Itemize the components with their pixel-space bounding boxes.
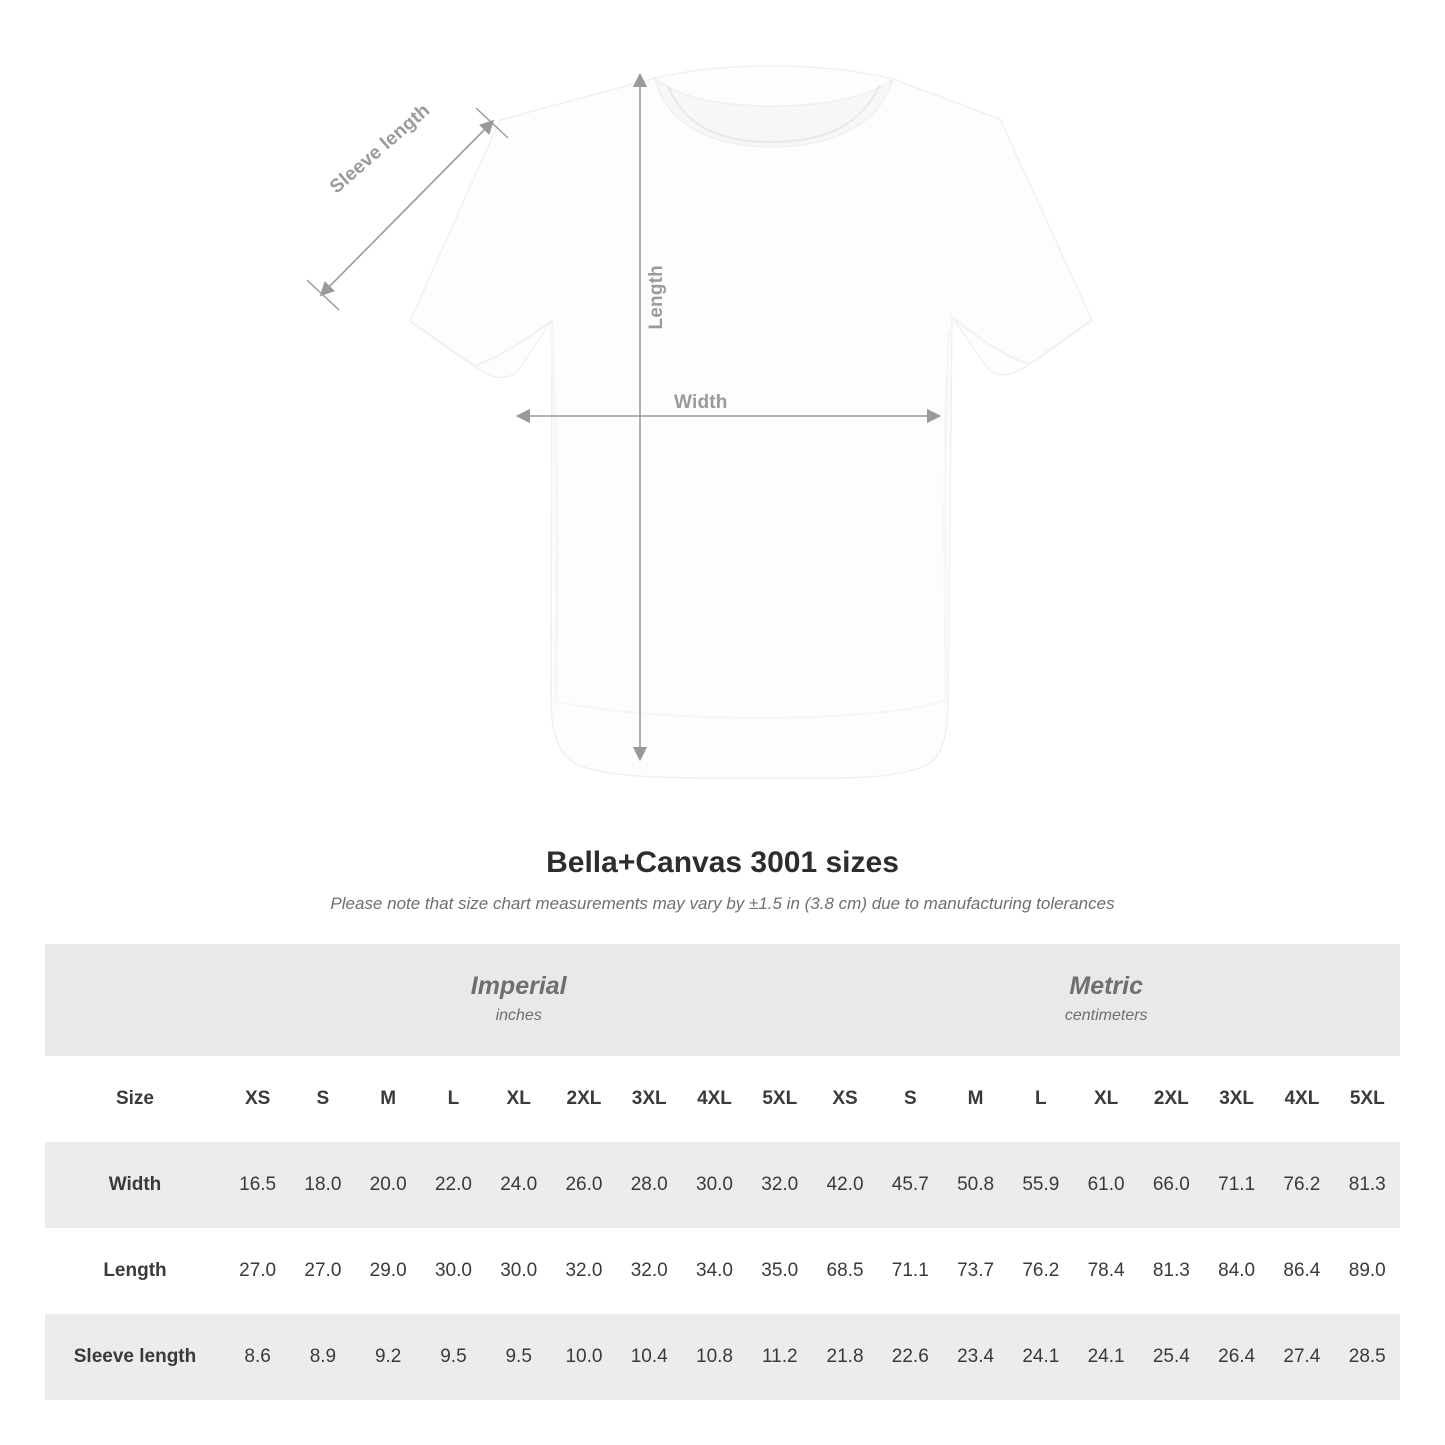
size-header-cell: L <box>1008 1056 1073 1142</box>
cell-sleeve-imperial: 8.9 <box>290 1314 355 1400</box>
cell-length-imperial: 32.0 <box>565 1260 603 1281</box>
cell-width-imperial: 24.0 <box>486 1142 551 1228</box>
size-header-cell: 5XL <box>1335 1056 1400 1142</box>
cell-sleeve-metric: 22.6 <box>878 1314 943 1400</box>
cell-sleeve-imperial: 11.2 <box>747 1314 812 1400</box>
cell-length-imperial: 34.0 <box>696 1260 733 1281</box>
cell-width-imperial: 16.5 <box>225 1142 290 1228</box>
cell-sleeve-imperial: 10.4 <box>617 1314 682 1400</box>
cell-sleeve-metric: 26.4 <box>1204 1314 1269 1400</box>
cell-width-imperial: 22.0 <box>421 1142 486 1228</box>
size-header-cell: 3XL <box>617 1056 682 1142</box>
cell-length-imperial: 35.0 <box>761 1260 799 1281</box>
metric-subtitle: centimeters <box>1064 1007 1148 1025</box>
cell-sleeve-imperial: 9.2 <box>356 1314 421 1400</box>
cell-width-metric: 45.7 <box>878 1142 943 1228</box>
cell-length-imperial: 27.0 <box>304 1260 342 1281</box>
cell-length-metric: 89.0 <box>1348 1260 1386 1281</box>
unit-header-row <box>45 944 1400 1056</box>
cell-length-metric: 86.4 <box>1283 1260 1321 1281</box>
cell-length-imperial: 32.0 <box>630 1260 668 1281</box>
cell-width-imperial: 30.0 <box>682 1142 747 1228</box>
imperial-title: Imperial <box>470 971 567 1000</box>
sleeve-arrow-cap-bottom <box>307 280 339 310</box>
cell-width-metric: 81.3 <box>1335 1142 1400 1228</box>
cell-width-metric: 50.8 <box>943 1142 1008 1228</box>
cell-width-imperial: 28.0 <box>617 1142 682 1228</box>
size-header-cell: XS <box>225 1056 290 1142</box>
cell-sleeve-imperial: 10.0 <box>551 1314 616 1400</box>
size-header-cell: 2XL <box>551 1056 616 1142</box>
cell-length-metric: 84.0 <box>1218 1260 1256 1281</box>
cell-length-imperial: 29.0 <box>369 1260 407 1281</box>
shirt-shape <box>410 66 1092 778</box>
size-header-label: Size <box>45 1056 225 1142</box>
cell-width-metric: 61.0 <box>1073 1142 1138 1228</box>
cell-sleeve-metric: 21.8 <box>812 1314 877 1400</box>
size-chart-table <box>45 944 1400 1400</box>
cell-sleeve-imperial: 9.5 <box>486 1314 551 1400</box>
cell-width-imperial: 26.0 <box>551 1142 616 1228</box>
cell-sleeve-metric: 27.4 <box>1269 1314 1334 1400</box>
cell-width-imperial: 20.0 <box>356 1142 421 1228</box>
page-title: Bella+Canvas 3001 sizes <box>546 846 899 879</box>
size-chart-table-wrapper <box>45 944 1400 1400</box>
cell-width-metric: 55.9 <box>1008 1142 1073 1228</box>
cell-length-imperial: 30.0 <box>434 1260 472 1281</box>
size-header-cell: XL <box>1073 1056 1138 1142</box>
cell-length-imperial: 27.0 <box>239 1260 277 1281</box>
length-label: Length <box>646 265 667 330</box>
cell-length-metric: 73.7 <box>957 1260 995 1281</box>
metric-unit-header <box>812 944 1400 1056</box>
title-block <box>0 846 1445 914</box>
size-header-cell: 5XL <box>747 1056 812 1142</box>
size-header-cell: L <box>421 1056 486 1142</box>
size-header-cell: 2XL <box>1139 1056 1204 1142</box>
cell-length-metric: 81.3 <box>1152 1260 1190 1281</box>
cell-length-metric: 71.1 <box>891 1260 929 1281</box>
row-label-length: Length <box>103 1260 167 1281</box>
imperial-subtitle: inches <box>495 1007 542 1025</box>
cell-width-imperial: 32.0 <box>747 1142 812 1228</box>
sleeve-length-label: Sleeve length <box>326 99 435 198</box>
cell-sleeve-imperial: 8.6 <box>225 1314 290 1400</box>
table-row <box>45 1142 1400 1228</box>
imperial-unit-header <box>225 944 812 1056</box>
size-header-cell: XL <box>486 1056 551 1142</box>
cell-sleeve-metric: 23.4 <box>943 1314 1008 1400</box>
size-header-cell: M <box>943 1056 1008 1142</box>
cell-width-metric: 42.0 <box>812 1142 877 1228</box>
size-header-cell: XS <box>812 1056 877 1142</box>
size-header-cell: S <box>878 1056 943 1142</box>
cell-sleeve-metric: 25.4 <box>1139 1314 1204 1400</box>
size-header-cell: S <box>290 1056 355 1142</box>
cell-length-metric: 68.5 <box>826 1260 864 1281</box>
cell-sleeve-imperial: 9.5 <box>421 1314 486 1400</box>
tolerance-note: Please note that size chart measurements may vary by ±1.5 in (3.8 cm) due to manufacturing tolerances <box>330 894 1115 913</box>
row-label-width: Width <box>45 1142 225 1228</box>
cell-length-imperial: 30.0 <box>500 1260 538 1281</box>
size-header-cell: 3XL <box>1204 1056 1269 1142</box>
size-header-cell: M <box>356 1056 421 1142</box>
cell-length-metric: 78.4 <box>1087 1260 1125 1281</box>
cell-sleeve-metric: 24.1 <box>1008 1314 1073 1400</box>
row-label-sleeve-length: Sleeve length <box>45 1314 225 1400</box>
size-header-cell: 4XL <box>682 1056 747 1142</box>
cell-width-metric: 66.0 <box>1139 1142 1204 1228</box>
table-row <box>45 1228 1400 1314</box>
cell-width-metric: 71.1 <box>1204 1142 1269 1228</box>
table-row <box>45 1314 1400 1400</box>
width-label: Width <box>674 392 728 413</box>
cell-sleeve-metric: 28.5 <box>1335 1314 1400 1400</box>
cell-sleeve-metric: 24.1 <box>1073 1314 1138 1400</box>
cell-sleeve-imperial: 10.8 <box>682 1314 747 1400</box>
size-header-cell: 4XL <box>1269 1056 1334 1142</box>
cell-width-metric: 76.2 <box>1269 1142 1334 1228</box>
cell-length-metric: 76.2 <box>1022 1260 1060 1281</box>
cell-width-imperial: 18.0 <box>290 1142 355 1228</box>
size-header-row <box>45 1056 1400 1142</box>
unit-header-spacer <box>45 944 225 1056</box>
metric-title: Metric <box>1069 971 1144 1000</box>
